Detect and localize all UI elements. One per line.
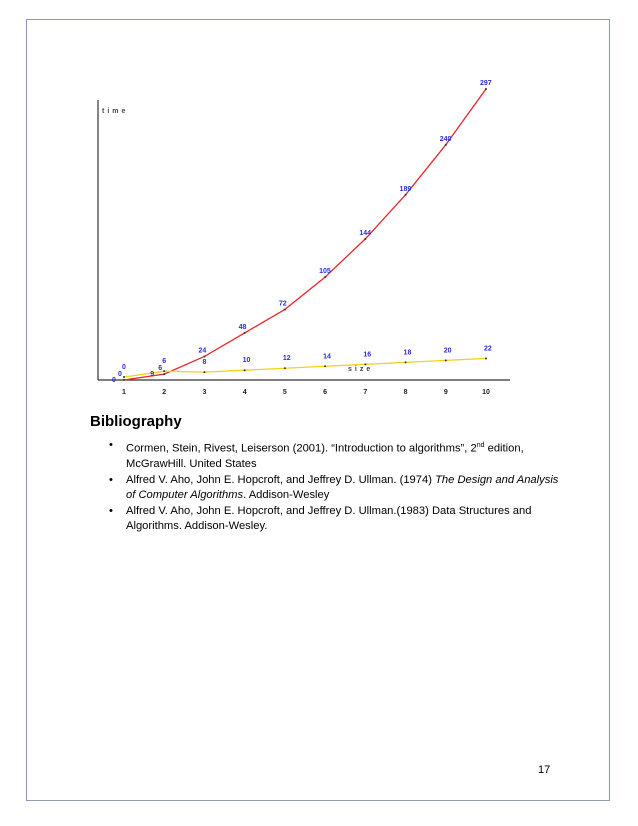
bib-entry-1-text-end: edition, McGrawHill. United States [126, 442, 524, 471]
x-tick-label: 6 [323, 389, 328, 396]
extra-data-label: 0 [112, 377, 116, 384]
x-tick-label: 9 [443, 389, 448, 396]
bullet-icon: • [109, 439, 113, 451]
bullet-icon: • [109, 504, 113, 517]
bib-entry-2 [90, 473, 560, 504]
series-1-data-label: 105 [319, 268, 331, 276]
bib-entry-1-text: Cormen, Stein, Rivest, Leiserson (2001). “Introduction to algorithms”, 2 [126, 442, 477, 455]
y-axis-label: time [102, 108, 129, 115]
series-2-data-label: 8 [202, 359, 207, 367]
series-2-point [324, 365, 326, 367]
x-tick-label: 2 [162, 389, 167, 396]
x-axis-label: size [348, 366, 374, 373]
series-1-point [123, 379, 125, 381]
bullet-icon: • [109, 473, 113, 486]
series-1-data-label: 72 [278, 300, 287, 308]
series-1-point [364, 238, 366, 240]
series-1-point [163, 373, 165, 375]
series-1-point [203, 355, 205, 357]
series-1-data-label: 144 [359, 229, 372, 237]
series-2-data-label: 18 [403, 349, 412, 357]
bib-entry-2-title: The Design and Analysis of Computer Algorithms [126, 473, 559, 502]
chart-svg [90, 80, 510, 400]
bibliography-heading: Bibliography [90, 413, 182, 430]
bib-entry-3 [90, 504, 560, 535]
series-2-point [123, 376, 125, 378]
x-tick-label: 10 [482, 389, 490, 396]
series-2-data-label: 14 [323, 353, 331, 361]
series-1-data-label: 0 [118, 371, 122, 378]
series-1-data-label: 297 [480, 80, 492, 87]
series-1-data-label: 48 [238, 323, 247, 331]
bib-entry-1-sup: nd [476, 442, 485, 449]
x-tick-label: 1 [122, 389, 126, 396]
extra-data-label: 9 [150, 371, 155, 378]
series-2-point [445, 359, 447, 361]
series-1-point [445, 144, 447, 146]
series-2-data-label: 22 [484, 345, 492, 353]
series-2-data-label: 20 [443, 347, 452, 355]
series-2-data-label: 16 [363, 351, 372, 359]
bibliography-list [90, 438, 560, 535]
series-2-point [405, 361, 407, 363]
series-2-data-label: 0 [122, 364, 126, 372]
series-1-point [284, 308, 286, 310]
x-tick-label: 7 [363, 389, 368, 396]
bib-entry-3-text: Alfred V. Aho, John E. Hopcroft, and Jeffrey D. Ullman.(1983) Data Structures and Algorithms. Addison-Wesley. [126, 504, 532, 533]
series-2-point [364, 363, 366, 365]
series-1-point [324, 276, 326, 278]
bib-entry-2-text-end: . Addison-Wesley [243, 489, 330, 502]
series-1-point [244, 332, 246, 334]
x-tick-label: 4 [242, 389, 247, 396]
series-2-point [244, 369, 246, 371]
bib-entry-2-text: Alfred V. Aho, John E. Hopcroft, and Jeffrey D. Ullman. (1974) [126, 473, 436, 486]
series-2-data-label: 10 [242, 357, 251, 365]
bib-entry-1 [90, 438, 560, 473]
series-2-point [284, 367, 286, 369]
x-tick-label: 5 [282, 389, 287, 396]
series-2-point [203, 371, 205, 373]
series-2-point [163, 370, 165, 372]
series-1-line [124, 89, 486, 380]
series-1-data-label: 189 [399, 185, 412, 193]
time-size-chart [90, 80, 510, 400]
series-1-data-label: 24 [198, 347, 207, 355]
page-number: 17 [538, 764, 551, 776]
series-2-point [485, 357, 487, 359]
series-2-data-label: 6 [162, 358, 167, 366]
series-1-point [485, 88, 487, 90]
x-tick-label: 8 [403, 389, 408, 396]
series-2-data-label: 12 [282, 355, 291, 363]
series-1-data-label: 240 [439, 135, 452, 143]
series-1-data-label: 6 [158, 365, 163, 373]
series-1-point [405, 194, 407, 196]
x-tick-label: 3 [202, 389, 207, 396]
